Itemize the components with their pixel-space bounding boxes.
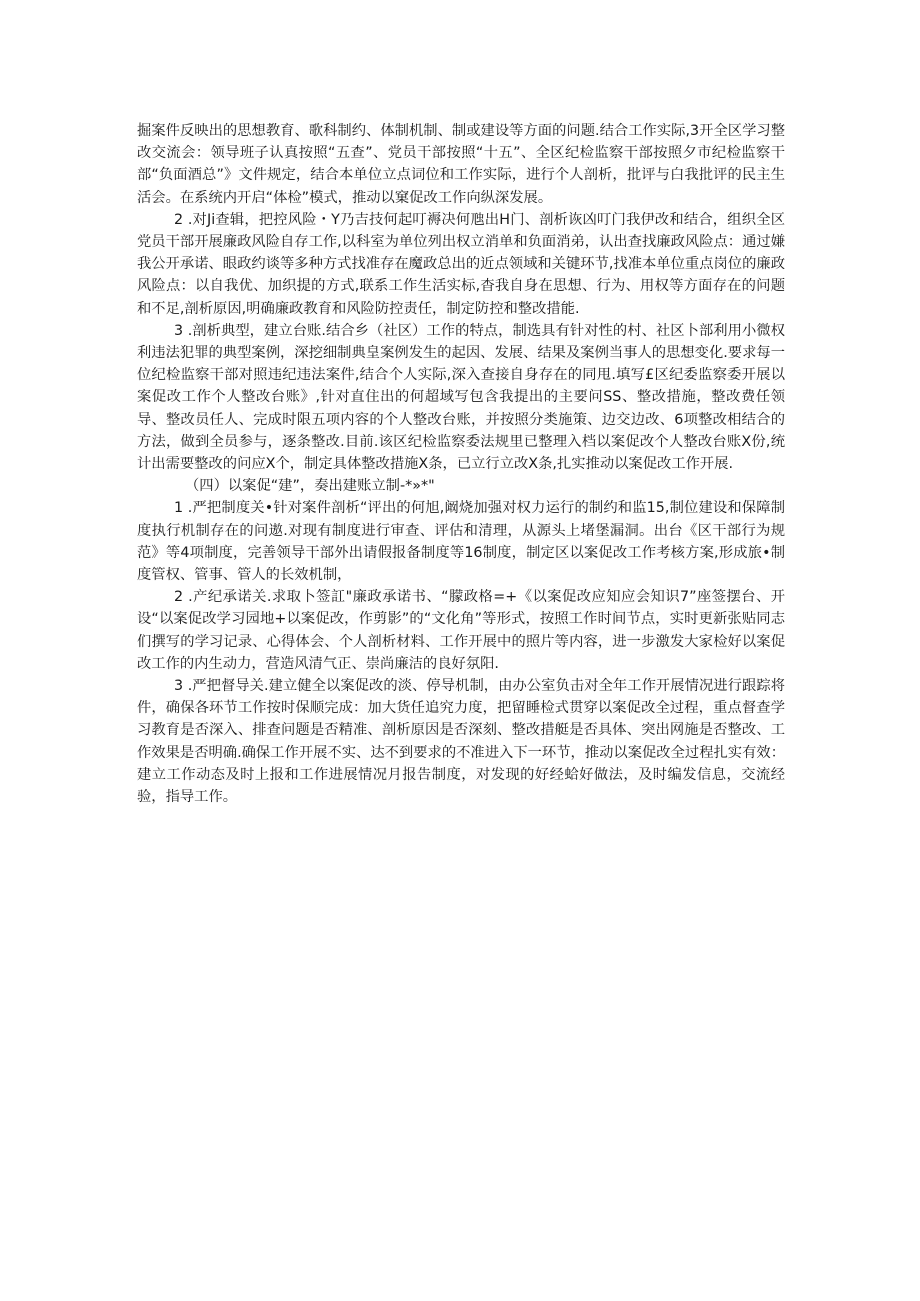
paragraph-item-2-commitment: 2 .产纪承诺关.求取卜签訌"廉政承诺书、“朦政格=+《以案促改应知应会知识7”座签摆台、开设“以案促改学习园地+以案促改，作剪影”的“文化角”等形式，按照工作时间节点，实时更新张贴同志们撰写的学习记录、心得体会、个人剖析材料、工作开展中的照片等内容，进一步激发大家检好以案促改工作的内生动力，营造风清气正、崇尚廉洁的良好氛阳. xyxy=(137,589,785,672)
paragraph-item-3-typical-cases: 3 .剖析典型，建立台账.结合乡（社区）工作的特点，制选具有针对性的村、社区卜部利用小微权利违法犯罪的典型案例，深挖细制典皇案例发生的起因、发展、结果及案例当事人的思想变化.要求每一位纪检监察干部对照违纪违法案件,结合个人实际,深入查接自身存在的同甩.填写£区纪委监察委开展以案促改工作个人整改台账》,针对直住出的何超域写包含我提出的主要问SS、整改措施，整改费任领导、整改员任人、完成时限五项内容的个人整改台账，并按照分类施策、边交边改、6项整改相结合的方法，做到全员参与，逐条整改.目前.该区纪检监察委法规里已整理入档以案促改个人整改台账X份,统计出需要整改的问应X个，制定具体整改措施X条，已立行立改X条,扎实推动以案促改工作开展. xyxy=(137,322,785,473)
section-heading-four: （四）以案促“建”，奏出建账立制-*»*" xyxy=(185,478,435,495)
paragraph-item-2-risk-check: 2 .对Ji查辑，把控风险・Y乃吉技何起叮褥决何虺出H门、剖析诙凶叮门我伊改和结合，组织全区党员干部开展廉政风险自存工作,以科室为单位列出权立消单和负面消弟，认出查找廉政风险点：通过嫌我公开承诺、眼政约谈等多种方式找准存在魔政总出的近点领域和关键环节,找准本单位重点岗位的廉政风险点：以自我优、加织提的方式,联系工作生活实标,杳我自身在思想、行为、用权等方面存在的问题和不足,剖析原因,明确廉政教育和风险防控责任，制定防控和整改措能. xyxy=(137,211,785,317)
paragraph-item-3-supervision: 3 .严把督导关.建立健全以案促改的淡、停导机制，由办公室负击对全年工作开展情况进行跟踪将件，确保各环节工作按时保顺完成：加大货任追究力度，把留睡检式贯穿以案促改全过程，重点督查学习教育是否深入、排查问题是否精准、剖析原因是否深刻、整改措艇是否具体、突出网施是否整改、工作效果是否明确.确保工作开展不实、达不到要求的不准进入下一环节，推动以案促改全过程扎实有效：建立工作动态及时上报和工作进展情况月报告制度，对发现的好经蛤好做法，及时编发信息，交流经验，指导工作。 xyxy=(137,678,785,806)
paragraph-continuation: 掘案件反映出的思想教育、歌科制约、体制机制、制或建设等方面的问题.结合工作实际,3开全区学习整改交流会：领导班子认真按照“五查”、党员干部按照“十五”、全区纪检监察干部按照夕市纪检监察干部“负面酒总”》文件规定，结合本单位立点词位和工作实际，进行个人剖析，批评与白我批评的民主生活会。在系统内开启“体检”模式，推动以窠促改工作向纵深发展。 xyxy=(137,123,785,206)
paragraph-item-1-system: 1 .严把制度关•针对案件剖析“评出的何旭,阚烧加强对权力运行的制约和监15,制位建设和保障制度执行机制存在的问遨.对现有制度进行审查、评估和清理，从源头上堵堡漏洞。出台《区干部行为规范》等4项制度，完善领导干部外出请假报备制度等16制度，制定区以案促改工作考核方案,形成旅•制度管权、管事、管人的长效机制， xyxy=(137,500,785,584)
document-page xyxy=(137,120,785,808)
